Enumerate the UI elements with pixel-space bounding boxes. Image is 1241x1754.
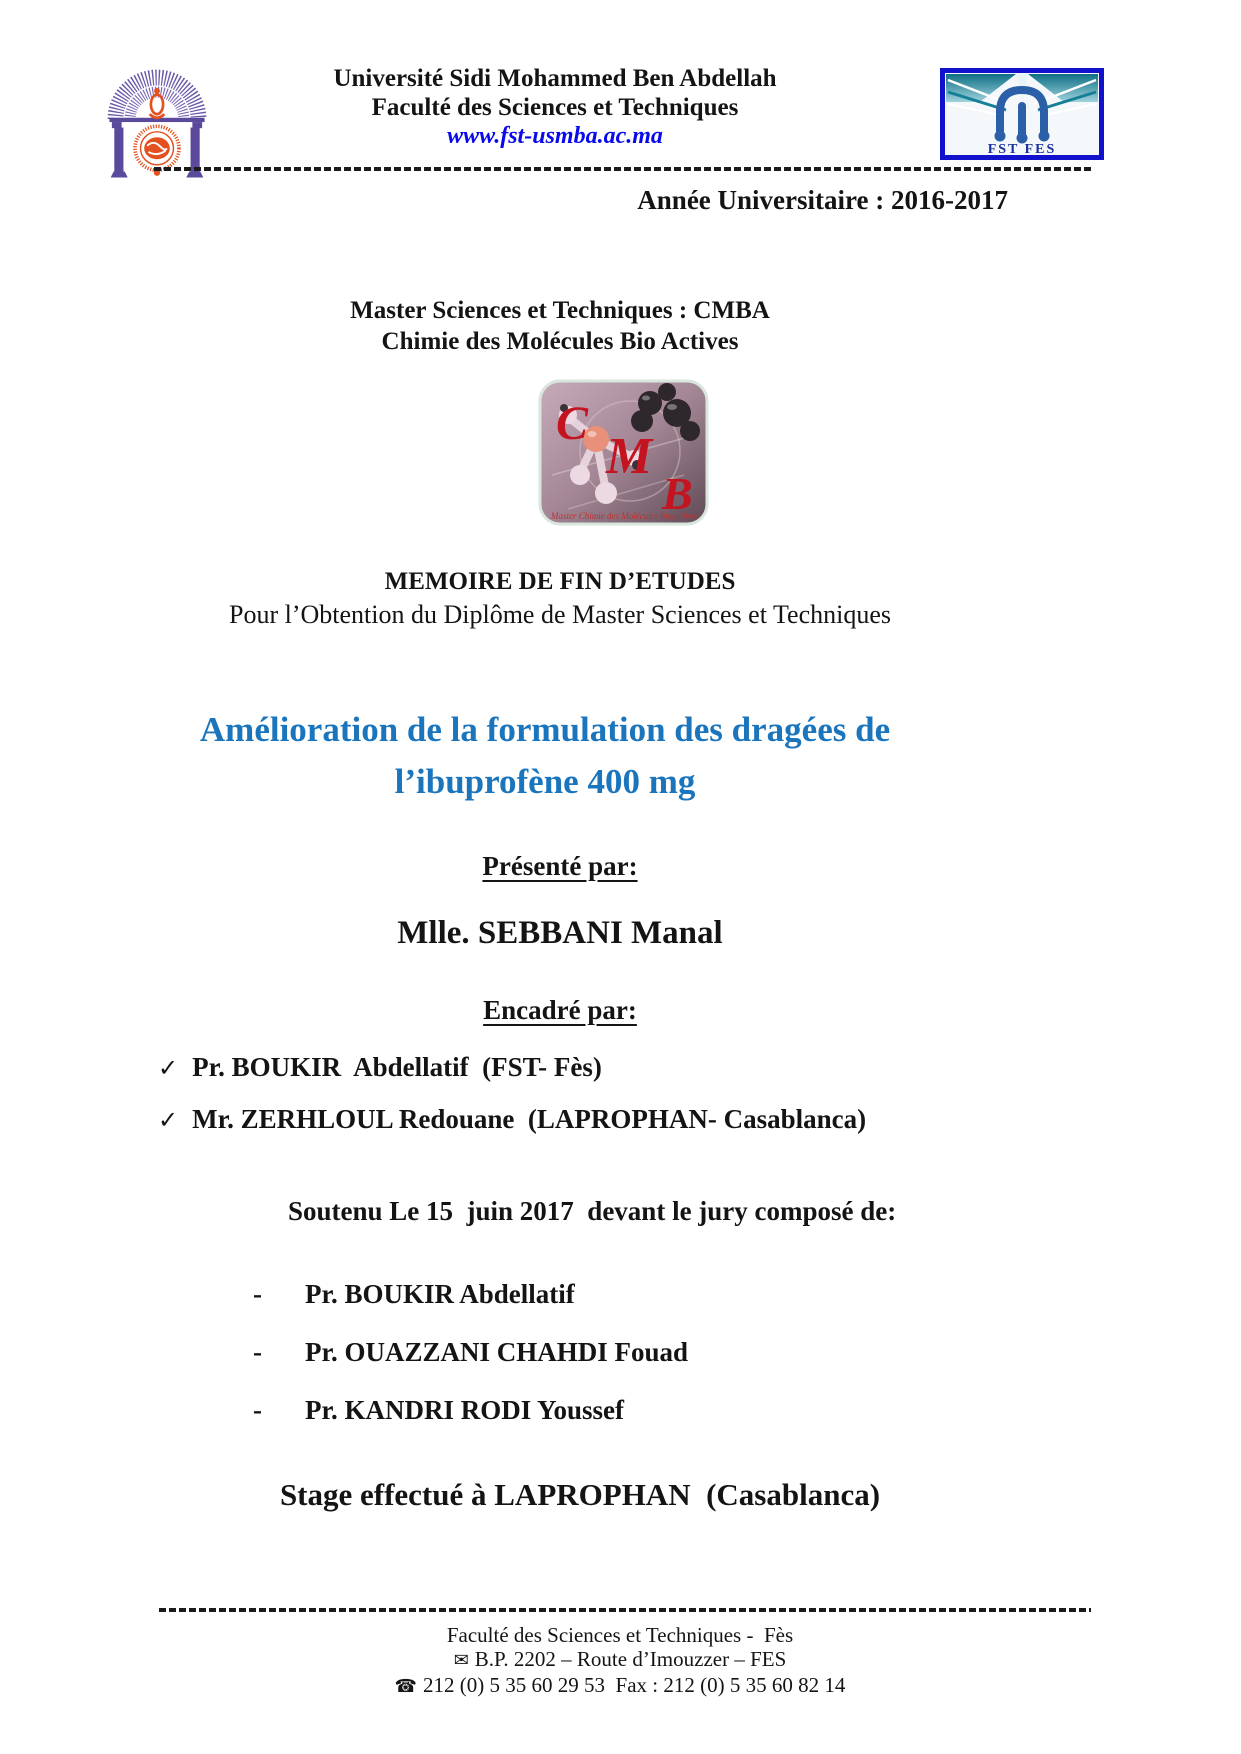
footer-phone-text: 212 (0) 5 35 60 29 53 Fax : 212 (0) 5 35 60 82 14 bbox=[423, 1673, 846, 1697]
fst-fes-arch-icon bbox=[940, 68, 1104, 160]
cmb-logo-caption: Master Chimie des Molécules bioactives bbox=[551, 511, 697, 521]
memoire-heading: MEMOIRE DE FIN D’ETUDES bbox=[384, 568, 736, 595]
fst-fes-logo bbox=[940, 68, 1104, 160]
footer-contact-block bbox=[170, 1623, 1070, 1699]
faculty-website-link[interactable]: www.fst-usmba.ac.ma bbox=[447, 123, 663, 149]
fst-fes-logo-label: FST FES bbox=[987, 142, 1057, 157]
supervisor-name: Mr. ZERHLOUL Redouane (LAPROPHAN- Casablanca) bbox=[192, 1104, 867, 1134]
supervisor-list bbox=[158, 1052, 866, 1156]
program-title-block bbox=[280, 295, 840, 357]
phone-icon: ☎ bbox=[394, 1676, 418, 1697]
cmb-letter-m: M bbox=[606, 428, 653, 485]
checkmark-icon: ✓ bbox=[158, 1106, 179, 1134]
presented-by-label: Présenté par: bbox=[482, 851, 638, 881]
jury-item bbox=[253, 1394, 688, 1426]
supervisor-name: Pr. BOUKIR Abdellatif (FST- Fès) bbox=[192, 1052, 602, 1082]
university-logo bbox=[96, 58, 218, 180]
mail-icon: ✉ bbox=[453, 1650, 469, 1671]
memoire-subheading: Pour l’Obtention du Diplôme de Master Sciences et Techniques bbox=[229, 600, 891, 629]
cmb-letter-c: C bbox=[556, 397, 589, 450]
cmb-letter-b: B bbox=[662, 468, 693, 519]
faculty-name: Faculté des Sciences et Techniques bbox=[371, 94, 739, 121]
dash-bullet: - bbox=[253, 1337, 262, 1367]
footer-address-line bbox=[170, 1647, 1070, 1673]
supervised-by-label: Encadré par: bbox=[483, 995, 637, 1025]
cmb-program-logo bbox=[538, 379, 709, 526]
checkmark-icon: ✓ bbox=[158, 1054, 179, 1082]
dash-bullet: - bbox=[253, 1279, 262, 1309]
thesis-title-line2: l’ibuprofène 400 mg bbox=[394, 762, 696, 801]
specialty-line: Chimie des Molécules Bio Actives bbox=[381, 328, 739, 355]
defense-intro: Soutenu Le 15 juin 2017 devant le jury composé de: bbox=[288, 1196, 897, 1226]
jury-item bbox=[253, 1278, 688, 1310]
top-dashed-divider bbox=[154, 167, 1092, 171]
supervisor-item bbox=[158, 1052, 866, 1083]
thesis-title-line1: Amélioration de la formulation des dragées de bbox=[199, 710, 891, 749]
jury-list bbox=[253, 1278, 688, 1452]
header-institution-block bbox=[270, 64, 840, 151]
footer-address-text: B.P. 2202 – Route d’Imouzzer – FES bbox=[474, 1647, 787, 1671]
master-program-line: Master Sciences et Techniques : CMBA bbox=[350, 297, 770, 324]
dash-bullet: - bbox=[253, 1395, 262, 1425]
jury-member-name: Pr. KANDRI RODI Youssef bbox=[305, 1395, 625, 1425]
footer-faculty-line: Faculté des Sciences et Techniques - Fès bbox=[446, 1623, 794, 1647]
footer-phone-line bbox=[170, 1673, 1070, 1699]
internship-line: Stage effectué à LAPROPHAN (Casablanca) bbox=[279, 1477, 881, 1512]
bottom-dashed-divider bbox=[159, 1608, 1091, 1612]
thesis-title bbox=[110, 704, 980, 808]
supervisor-item bbox=[158, 1104, 866, 1135]
jury-member-name: Pr. BOUKIR Abdellatif bbox=[305, 1279, 575, 1309]
jury-member-name: Pr. OUAZZANI CHAHDI Fouad bbox=[305, 1337, 689, 1367]
jury-item bbox=[253, 1336, 688, 1368]
cmb-molecule-icon bbox=[538, 379, 709, 526]
academic-year: Année Universitaire : 2016-2017 bbox=[637, 185, 1008, 215]
university-name: Université Sidi Mohammed Ben Abdellah bbox=[333, 65, 777, 92]
author-name: Mlle. SEBBANI Manal bbox=[397, 915, 723, 951]
university-arch-icon bbox=[96, 58, 218, 180]
